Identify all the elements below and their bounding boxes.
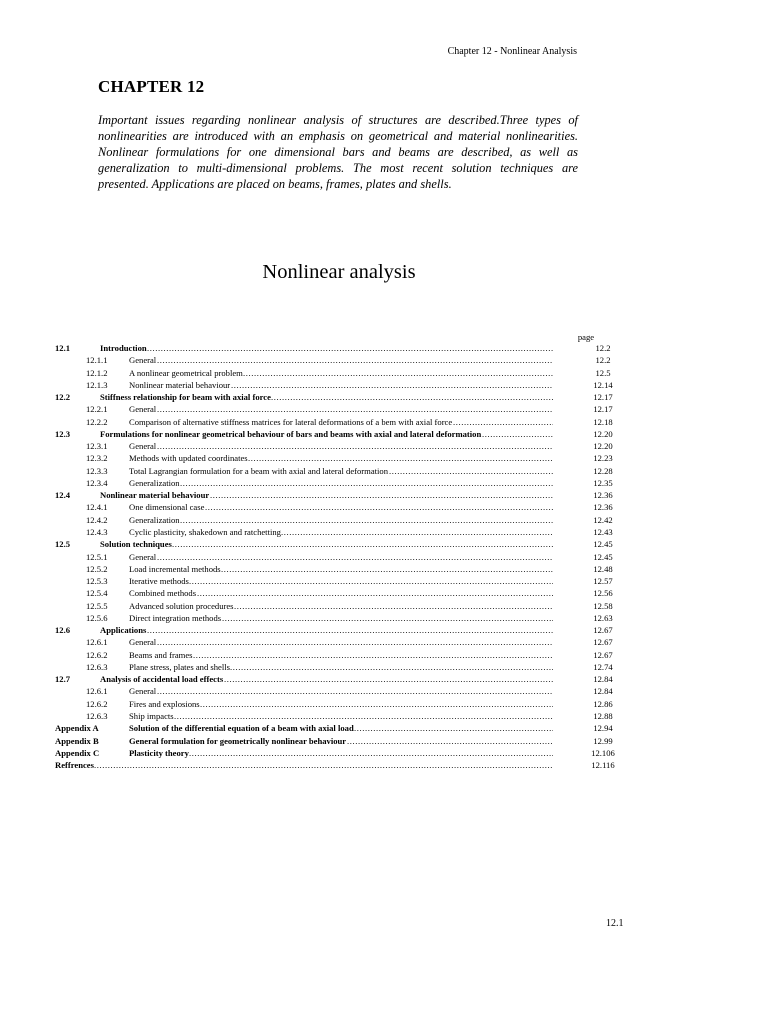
toc-leader-dots (234, 600, 553, 612)
toc-entry-page: 12.20 (593, 428, 613, 439)
toc-entry (0, 636, 768, 648)
toc-entry-page: 12.116 (591, 760, 615, 771)
toc-entry-page: 12.45 (593, 551, 613, 562)
toc-entry-number: 12.5.3 (86, 576, 108, 587)
toc-entry-page: 12.2 (595, 355, 611, 366)
toc-entry-title: Analysis of accidental load effects (100, 674, 224, 685)
toc-entry-page: 12.17 (593, 392, 613, 403)
toc-entry (0, 465, 768, 477)
toc-entry-page: 12.17 (593, 404, 613, 415)
toc-entry (0, 514, 768, 526)
toc-entry-number: 12.7 (55, 674, 71, 685)
toc-entry (0, 563, 768, 575)
toc-entry (0, 477, 768, 489)
toc-entry-title: Iterative methods (129, 576, 189, 587)
toc-entry-page: 12.18 (593, 416, 613, 427)
toc-entry-title: A nonlinear geometrical problem (129, 367, 243, 378)
toc-entry-title: Nonlinear material behaviour (100, 490, 210, 501)
toc-entry (0, 649, 768, 661)
toc-leader-dots (389, 465, 553, 477)
toc-entry-number: 12.6.3 (86, 661, 108, 672)
toc-leader-dots (482, 428, 553, 440)
page-title: Nonlinear analysis (262, 261, 416, 283)
toc-leader-dots (224, 673, 553, 685)
toc-entry (0, 440, 768, 452)
toc-entry-page: 12.42 (593, 514, 613, 525)
toc-entry (0, 354, 768, 366)
toc-entry (0, 416, 768, 428)
toc-leader-dots (147, 342, 553, 354)
toc-entry-page: 12.56 (593, 588, 613, 599)
toc-leader-dots (180, 514, 553, 526)
toc-entry (0, 685, 768, 697)
toc-leader-dots (189, 575, 553, 587)
toc-leader-dots (347, 735, 553, 747)
toc-leader-dots (157, 440, 553, 452)
toc-entry-title: Fires and explosions (129, 698, 200, 709)
toc-entry-number: 12.5.5 (86, 600, 108, 611)
toc-entry-number: 12.2 (55, 392, 71, 403)
toc-entry-number: 12.5.4 (86, 588, 108, 599)
toc-entry-page: 12.94 (593, 723, 613, 734)
toc-entry-title: Methods with updated coordinates (129, 453, 248, 464)
toc-entry-page: 12.23 (593, 453, 613, 464)
toc-entry-title: Beams and frames (129, 649, 193, 660)
toc-leader-dots (281, 526, 553, 538)
toc-entry-page: 12.43 (593, 526, 613, 537)
toc-leader-dots (230, 661, 553, 673)
toc-leader-dots (205, 501, 553, 513)
toc-entry-title: Direct integration methods (129, 612, 222, 623)
chapter-label: CHAPTER 12 (98, 77, 205, 96)
toc-entry-number: 12.1.3 (86, 379, 108, 390)
toc-entry-title: Generalization (129, 514, 180, 525)
toc-entry-page: 12.20 (593, 441, 613, 452)
toc-leader-dots (243, 367, 553, 379)
toc-entry-page: 12.14 (593, 379, 613, 390)
toc-entry-title: General (129, 637, 157, 648)
table-of-contents (0, 342, 768, 771)
toc-leader-dots (221, 563, 553, 575)
toc-entry-number: Appendix A (55, 723, 99, 734)
toc-entry-title: General (129, 551, 157, 562)
toc-entry-number: 12.6.1 (86, 686, 108, 697)
toc-entry-number: 12.6 (55, 625, 71, 636)
toc-entry-title: Introduction (100, 343, 147, 353)
toc-leader-dots (189, 747, 553, 759)
toc-entry-number: 12.1.2 (86, 367, 108, 378)
toc-entry (0, 526, 768, 538)
toc-entry-title: General (129, 404, 157, 415)
toc-leader-dots (453, 416, 553, 428)
toc-entry-page: 12.36 (593, 490, 613, 501)
toc-entry-title: General (129, 355, 157, 366)
toc-entry-title: Cyclic plasticity, shakedown and ratchetting (129, 526, 281, 537)
toc-entry-page: 12.48 (593, 563, 613, 574)
page-number: 12.1 (606, 918, 624, 929)
toc-entry (0, 367, 768, 379)
toc-entry-title: Load incremental methods (129, 563, 221, 574)
toc-entry-page: 12.36 (593, 502, 613, 513)
toc-leader-dots (210, 489, 553, 501)
toc-entry (0, 612, 768, 624)
toc-entry-page: 12.45 (593, 539, 613, 550)
toc-entry-title: Combined methods (129, 588, 197, 599)
toc-entry (0, 403, 768, 415)
toc-entry (0, 428, 768, 440)
toc-entry-page: 12.86 (593, 698, 613, 709)
toc-entry (0, 501, 768, 513)
toc-entry-number: 12.2.2 (86, 416, 108, 427)
toc-entry-number: 12.5.2 (86, 563, 108, 574)
toc-entry-page: 12.67 (593, 637, 613, 648)
chapter-abstract: Important issues regarding nonlinear analysis of structures are described.Three types of nonlinearities are introduced with an emphasis on geometrical and material nonlinearities. Nonlinear formulations for one dimensional bars and beams are described, as well as generalization to multi-dimensional problems. The most recent solution techniques are presented. Applications are placed on beams, frames, plates and shells. (98, 113, 578, 191)
toc-entry-page: 12.67 (593, 649, 613, 660)
toc-entry-page: 12.5 (595, 367, 611, 378)
toc-entry (0, 538, 768, 550)
toc-entry-title: One dimensional case (129, 502, 205, 513)
toc-entry-number: 12.3.3 (86, 465, 108, 476)
toc-entry-title: Ship impacts (129, 710, 174, 721)
toc-leader-dots (222, 612, 553, 624)
toc-leader-dots (157, 354, 553, 366)
toc-entry-title: Comparison of alternative stiffness matrices for lateral deformations of a bem with axial force (129, 416, 453, 427)
toc-entry-number: 12.3.2 (86, 453, 108, 464)
toc-entry-page: 12.99 (593, 735, 613, 746)
toc-entry-title: Total Lagrangian formulation for a beam with axial and lateral deformation (129, 465, 389, 476)
toc-entry-page: 12.88 (593, 710, 613, 721)
toc-entry-number: Appendix B (55, 735, 99, 746)
toc-entry-number: 12.2.1 (86, 404, 108, 415)
toc-entry-title: Plane stress, plates and shells (129, 661, 230, 672)
toc-entry-title: Generalization (129, 477, 180, 488)
toc-entry-page: 12.35 (593, 477, 613, 488)
toc-entry-page: 12.2 (595, 343, 611, 353)
toc-entry-number: 12.6.2 (86, 698, 108, 709)
toc-leader-dots (180, 477, 553, 489)
toc-entry-title: Formulations for nonlinear geometrical behaviour of bars and beams with axial and lateral deformation (100, 428, 482, 439)
toc-entry-number: 12.3.4 (86, 477, 108, 488)
toc-entry-page: 12.58 (593, 600, 613, 611)
toc-entry-number: 12.6.3 (86, 710, 108, 721)
toc-leader-dots (248, 452, 553, 464)
toc-entry-page: 12.84 (593, 686, 613, 697)
toc-entry-number: Reffrences (55, 760, 94, 771)
running-header: Chapter 12 - Nonlinear Analysis (447, 46, 577, 57)
toc-entry (0, 624, 768, 636)
toc-entry-number: 12.4.1 (86, 502, 108, 513)
toc-entry-page: 12.74 (593, 661, 613, 672)
toc-leader-dots (231, 379, 553, 391)
toc-entry (0, 489, 768, 501)
toc-entry (0, 587, 768, 599)
toc-leader-dots (197, 587, 553, 599)
toc-entry-number: 12.5 (55, 539, 71, 550)
toc-leader-dots (147, 624, 553, 636)
toc-entry-number: Appendix C (55, 747, 100, 758)
toc-entry-title: General (129, 686, 157, 697)
toc-leader-dots (157, 403, 553, 415)
toc-entry (0, 379, 768, 391)
toc-entry-page: 12.63 (593, 612, 613, 623)
toc-entry-title: Nonlinear material behaviour (129, 379, 231, 390)
toc-entry (0, 698, 768, 710)
toc-entry-title: General formulation for geometrically nonlinear behaviour (129, 735, 347, 746)
toc-entry-number: 12.4 (55, 490, 71, 501)
toc-entry-page: 12.57 (593, 576, 613, 587)
toc-leader-dots (174, 710, 553, 722)
toc-entry (0, 575, 768, 587)
toc-entry-number: 12.1 (55, 343, 71, 353)
toc-page-column-header: page (577, 332, 595, 342)
toc-entry-page: 12.67 (593, 625, 613, 636)
toc-entry-title: General (129, 441, 157, 452)
toc-entry-page: 12.28 (593, 465, 613, 476)
toc-leader-dots (157, 636, 553, 648)
toc-entry (0, 661, 768, 673)
toc-entry-number: 12.1.1 (86, 355, 108, 366)
toc-leader-dots (157, 685, 553, 697)
toc-entry (0, 600, 768, 612)
toc-entry (0, 710, 768, 722)
toc-entry-number: 12.6.1 (86, 637, 108, 648)
toc-entry (0, 342, 768, 354)
toc-entry-number: 12.5.6 (86, 612, 108, 623)
toc-leader-dots (193, 649, 553, 661)
toc-entry-title: Plasticity theory (129, 747, 189, 758)
toc-leader-dots (94, 759, 553, 771)
toc-entry-title: Advanced solution procedures (129, 600, 234, 611)
toc-entry (0, 391, 768, 403)
toc-entry-page: 12.84 (593, 674, 613, 685)
toc-leader-dots (271, 391, 553, 403)
toc-entry-number: 12.3 (55, 428, 71, 439)
toc-entry-number: 12.3.1 (86, 441, 108, 452)
toc-entry (0, 551, 768, 563)
toc-entry-title: Solution of the differential equation of a beam with axial load (129, 723, 354, 734)
toc-entry (0, 759, 768, 771)
toc-entry-page: 12.106 (591, 747, 615, 758)
toc-entry-number: 12.6.2 (86, 649, 108, 660)
toc-entry-number: 12.4.3 (86, 526, 108, 537)
toc-entry (0, 673, 768, 685)
toc-entry-title: Stiffness relationship for beam with axial force (100, 392, 271, 403)
toc-entry-number: 12.5.1 (86, 551, 108, 562)
toc-entry-title: Applications (100, 625, 147, 636)
toc-leader-dots (200, 698, 553, 710)
toc-leader-dots (354, 722, 553, 734)
toc-entry (0, 735, 768, 747)
toc-leader-dots (157, 551, 553, 563)
toc-entry (0, 722, 768, 734)
toc-leader-dots (172, 538, 553, 550)
toc-entry-number: 12.4.2 (86, 514, 108, 525)
toc-entry (0, 452, 768, 464)
toc-entry-title: Solution techniques (100, 539, 172, 550)
toc-entry (0, 747, 768, 759)
